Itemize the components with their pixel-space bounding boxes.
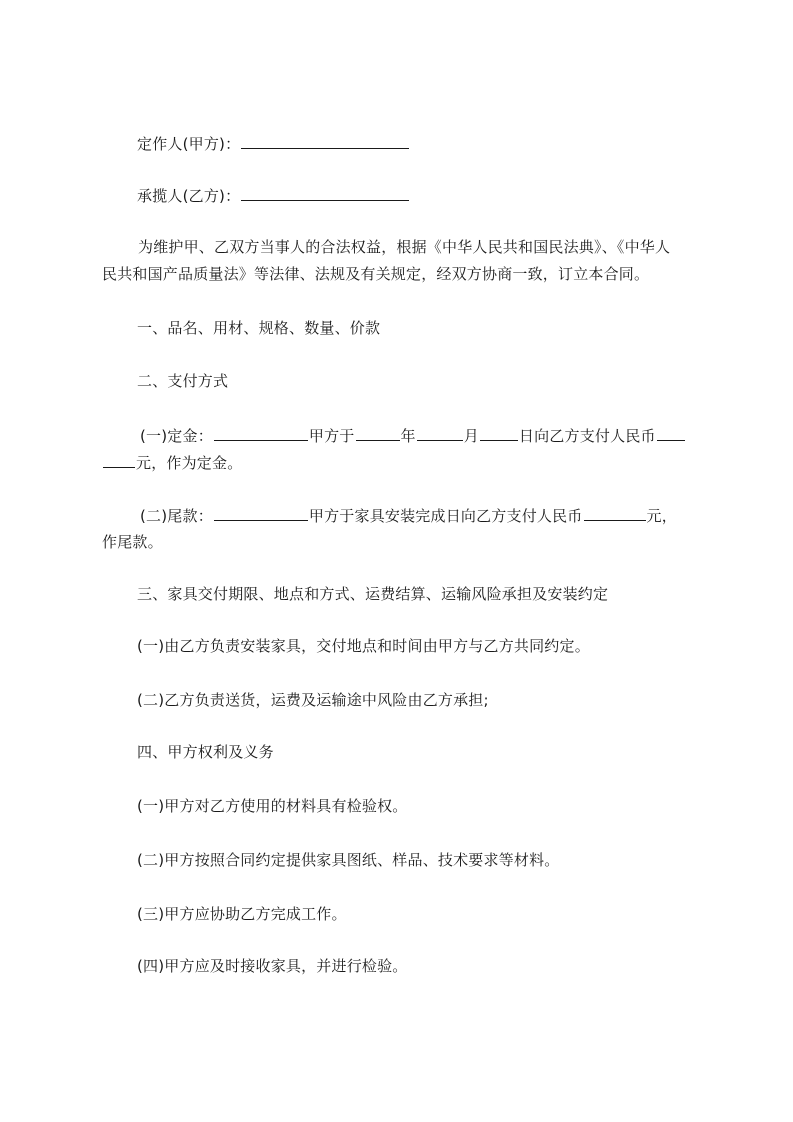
deposit-line-1 [140,425,686,446]
preamble-line-2: 民共和国产品质量法》等法律、法规及有关规定，经双方协商一致，订立本合同。 [102,265,650,283]
deposit-year-label: 年 [400,427,416,445]
party-a-blank[interactable] [241,133,409,149]
deposit-amount-blank[interactable] [214,425,308,441]
deposit-rmb-blank-b[interactable] [103,452,135,468]
deposit-rmb-blank-a[interactable] [657,425,685,441]
deposit-month-blank[interactable] [417,425,463,441]
deposit-label: (一)定金： [140,427,213,445]
party-b-label: 承揽人(乙方)： [137,187,241,205]
balance-text-a: 甲方于家具安装完成日向乙方支付人民币 [308,507,583,525]
deposit-month-label: 月 [463,427,479,445]
section-4-item-1: (一)甲方对乙方使用的材料具有检验权。 [137,797,408,815]
section-3-heading: 三、家具交付期限、地点和方式、运费结算、运输风险承担及安装约定 [137,585,609,603]
section-4-heading: 四、甲方权利及义务 [137,743,274,761]
deposit-text-b: 日向乙方支付人民币 [518,427,656,445]
party-b-blank[interactable] [241,185,409,201]
balance-line-2: 作尾款。 [102,533,163,551]
party-b-line [137,185,410,206]
section-4-item-3: (三)甲方应协助乙方完成工作。 [137,905,347,923]
deposit-year-blank[interactable] [356,425,400,441]
balance-rmb-blank[interactable] [584,505,646,521]
section-4-item-2: (二)甲方按照合同约定提供家具图纸、样品、技术要求等材料。 [137,851,560,869]
balance-text-b: 元， [646,507,677,525]
party-a-line [137,133,410,154]
section-3-item-2: (二)乙方负责送货，运费及运输途中风险由乙方承担; [137,691,489,709]
preamble-line-1: 为维护甲、乙双方当事人的合法权益，根据《中华人民共和国民法典》、《中华人 [138,238,671,256]
deposit-text-c: 元，作为定金。 [136,454,243,472]
balance-amount-blank[interactable] [214,505,308,521]
balance-label: (二)尾款： [140,507,213,525]
deposit-text-a: 甲方于 [308,427,355,445]
section-1-heading: 一、品名、用材、规格、数量、价款 [137,319,381,337]
balance-line-1 [140,505,677,526]
party-a-label: 定作人(甲方)： [137,135,241,153]
section-3-item-1: (一)由乙方负责安装家具，交付地点和时间由甲方与乙方共同约定。 [137,637,590,655]
deposit-line-2 [102,452,242,473]
section-4-item-4: (四)甲方应及时接收家具，并进行检验。 [137,957,408,975]
deposit-day-blank[interactable] [480,425,518,441]
section-2-heading: 二、支付方式 [137,372,229,390]
